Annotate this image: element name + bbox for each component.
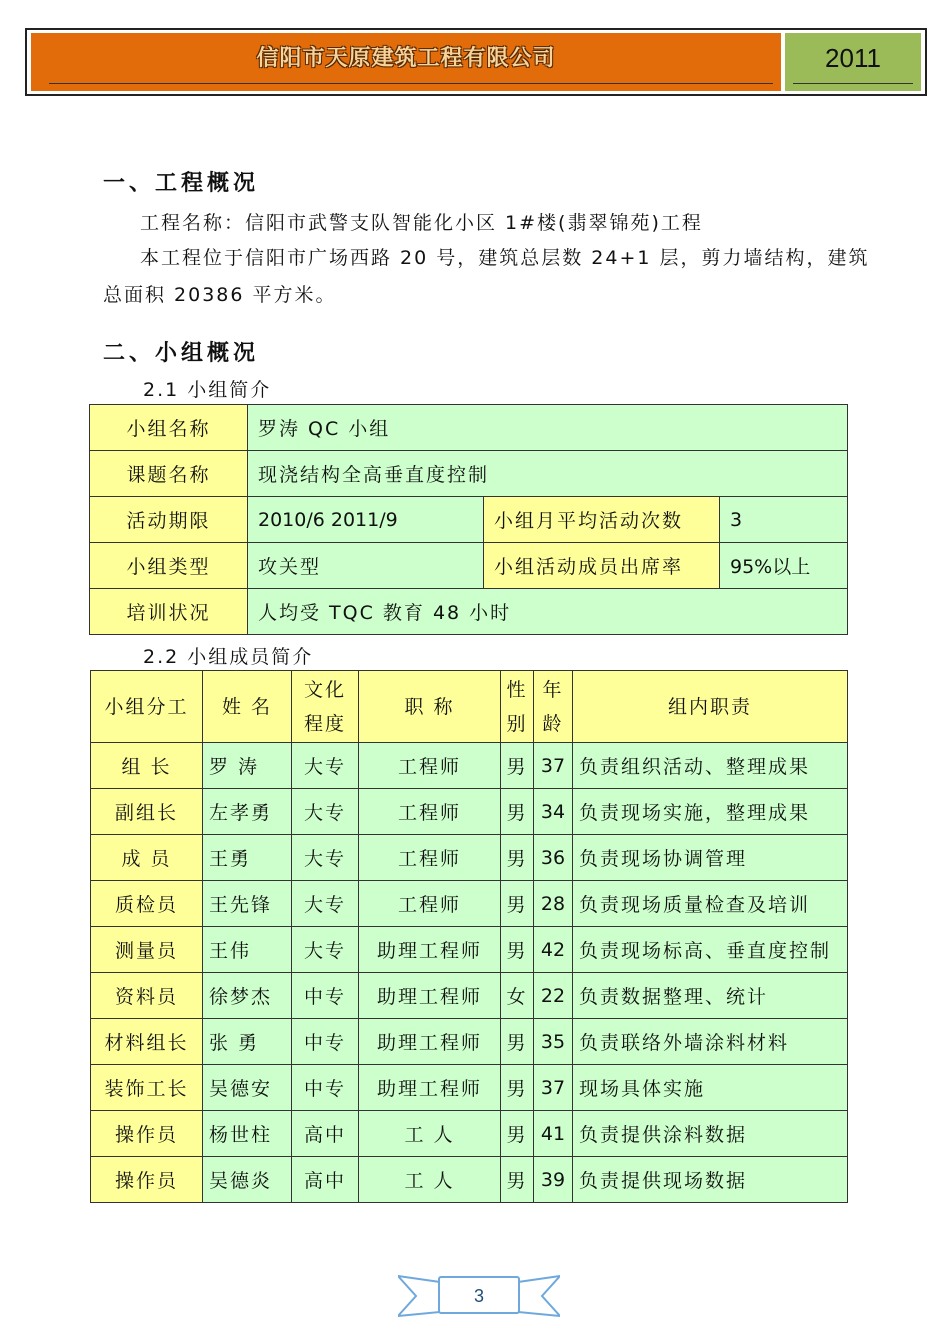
period-label: 活动期限 <box>90 497 248 543</box>
header-age-line1: 年 <box>542 678 564 701</box>
member-title: 工程师 <box>359 835 501 881</box>
member-age: 37 <box>534 743 573 789</box>
training-label: 培训状况 <box>90 589 248 635</box>
member-role: 成 员 <box>91 835 203 881</box>
member-duty: 负责现场实施，整理成果 <box>573 789 848 835</box>
member-title: 助理工程师 <box>359 1019 501 1065</box>
table-row <box>91 835 848 881</box>
header-sex-line1: 性 <box>506 678 528 701</box>
member-education: 大专 <box>292 835 359 881</box>
table-row <box>90 405 848 451</box>
page-number-box <box>438 1276 520 1314</box>
topic-value: 现浇结构全高垂直度控制 <box>248 451 848 497</box>
group-type-label: 小组类型 <box>90 543 248 589</box>
member-education: 中专 <box>292 1019 359 1065</box>
header-duty: 组内职责 <box>573 671 848 743</box>
member-title: 工程师 <box>359 789 501 835</box>
member-title: 助理工程师 <box>359 1065 501 1111</box>
header-sex-line2: 别 <box>506 712 528 735</box>
member-role: 组 长 <box>91 743 203 789</box>
group-name-label: 小组名称 <box>90 405 248 451</box>
frequency-value: 3 <box>720 497 848 543</box>
training-value: 人均受 TQC 教育 48 小时 <box>248 589 848 635</box>
member-title: 助理工程师 <box>359 973 501 1019</box>
header-education-line2: 程度 <box>303 712 346 735</box>
member-title: 工 人 <box>359 1157 501 1203</box>
member-duty: 负责提供现场数据 <box>573 1157 848 1203</box>
header-rule <box>49 83 773 84</box>
member-age: 34 <box>534 789 573 835</box>
header-education <box>292 671 359 743</box>
header-education-line1: 文化 <box>303 678 346 701</box>
header-year: 2011 <box>825 43 881 73</box>
header-name: 姓 名 <box>203 671 292 743</box>
table-row <box>91 743 848 789</box>
member-education: 中专 <box>292 973 359 1019</box>
period-value: 2010/6 2011/9 <box>248 497 484 543</box>
member-sex: 男 <box>501 1111 534 1157</box>
project-name-line: 工程名称：信阳市武警支队智能化小区 1#楼(翡翠锦苑)工程 <box>140 212 703 234</box>
member-sex: 男 <box>501 1019 534 1065</box>
member-role: 操作员 <box>91 1157 203 1203</box>
header-age-line2: 龄 <box>542 712 564 735</box>
member-duty: 现场具体实施 <box>573 1065 848 1111</box>
member-education: 大专 <box>292 927 359 973</box>
group-type-value: 攻关型 <box>248 543 484 589</box>
member-sex: 男 <box>501 835 534 881</box>
page-footer <box>398 1272 560 1320</box>
attendance-value: 95%以上 <box>720 543 848 589</box>
member-name: 吴德炎 <box>203 1157 292 1203</box>
member-role: 质检员 <box>91 881 203 927</box>
table-row <box>91 1157 848 1203</box>
member-title: 工程师 <box>359 881 501 927</box>
member-name: 左孝勇 <box>203 789 292 835</box>
section-heading-group: 二、小组概况 <box>103 341 260 366</box>
members-header-row <box>91 671 848 743</box>
member-role: 副组长 <box>91 789 203 835</box>
page-header <box>25 28 927 96</box>
project-area-line: 总面积 20386 平方米。 <box>103 284 337 306</box>
member-age: 42 <box>534 927 573 973</box>
table-row <box>90 451 848 497</box>
member-education: 大专 <box>292 743 359 789</box>
member-role: 装饰工长 <box>91 1065 203 1111</box>
table-row <box>91 1065 848 1111</box>
header-company-banner <box>31 33 781 91</box>
member-name: 王勇 <box>203 835 292 881</box>
member-age: 39 <box>534 1157 573 1203</box>
member-name: 张 勇 <box>203 1019 292 1065</box>
member-duty: 负责现场质量检查及培训 <box>573 881 848 927</box>
member-age: 35 <box>534 1019 573 1065</box>
subheading-members: 2.2 小组成员简介 <box>143 646 314 668</box>
table-row <box>91 1019 848 1065</box>
subheading-group-intro: 2.1 小组简介 <box>143 379 272 401</box>
header-age <box>534 671 573 743</box>
member-name: 罗 涛 <box>203 743 292 789</box>
member-duty: 负责提供涂料数据 <box>573 1111 848 1157</box>
member-sex: 男 <box>501 1157 534 1203</box>
header-role: 小组分工 <box>91 671 203 743</box>
table-row <box>91 973 848 1019</box>
table-row <box>90 589 848 635</box>
member-role: 测量员 <box>91 927 203 973</box>
member-sex: 男 <box>501 743 534 789</box>
member-age: 28 <box>534 881 573 927</box>
member-education: 中专 <box>292 1065 359 1111</box>
attendance-label: 小组活动成员出席率 <box>484 543 720 589</box>
member-name: 徐梦杰 <box>203 973 292 1019</box>
member-sex: 男 <box>501 1065 534 1111</box>
table-row <box>91 927 848 973</box>
member-education: 高中 <box>292 1111 359 1157</box>
members-body <box>91 743 848 1203</box>
table-row <box>90 543 848 589</box>
member-duty: 负责现场协调管理 <box>573 835 848 881</box>
header-sex <box>501 671 534 743</box>
member-role: 资料员 <box>91 973 203 1019</box>
member-name: 吴德安 <box>203 1065 292 1111</box>
member-education: 大专 <box>292 881 359 927</box>
member-age: 36 <box>534 835 573 881</box>
members-table <box>90 670 848 1203</box>
member-title: 工程师 <box>359 743 501 789</box>
header-title: 职 称 <box>359 671 501 743</box>
frequency-label: 小组月平均活动次数 <box>484 497 720 543</box>
table-row <box>91 789 848 835</box>
member-age: 22 <box>534 973 573 1019</box>
member-education: 大专 <box>292 789 359 835</box>
member-name: 王伟 <box>203 927 292 973</box>
header-rule <box>793 83 913 84</box>
member-sex: 女 <box>501 973 534 1019</box>
section-heading-project: 一、工程概况 <box>103 171 260 196</box>
table-row <box>91 881 848 927</box>
member-duty: 负责联络外墙涂料材料 <box>573 1019 848 1065</box>
member-name: 杨世柱 <box>203 1111 292 1157</box>
member-role: 操作员 <box>91 1111 203 1157</box>
page-number: 3 <box>473 1286 484 1306</box>
member-role: 材料组长 <box>91 1019 203 1065</box>
header-year-banner <box>785 33 921 91</box>
member-sex: 男 <box>501 881 534 927</box>
group-info-table <box>89 404 848 635</box>
topic-label: 课题名称 <box>90 451 248 497</box>
member-duty: 负责数据整理、统计 <box>573 973 848 1019</box>
member-name: 王先锋 <box>203 881 292 927</box>
member-duty: 负责现场标高、垂直度控制 <box>573 927 848 973</box>
table-row <box>91 1111 848 1157</box>
member-education: 高中 <box>292 1157 359 1203</box>
project-desc-line: 本工程位于信阳市广场西路 20 号，建筑总层数 24+1 层，剪力墙结构，建筑 <box>140 247 870 269</box>
member-sex: 男 <box>501 927 534 973</box>
member-duty: 负责组织活动、整理成果 <box>573 743 848 789</box>
company-name: 信阳市天原建筑工程有限公司 <box>256 46 556 71</box>
group-name-value: 罗涛 QC 小组 <box>248 405 848 451</box>
member-age: 41 <box>534 1111 573 1157</box>
member-title: 工 人 <box>359 1111 501 1157</box>
member-title: 助理工程师 <box>359 927 501 973</box>
member-sex: 男 <box>501 789 534 835</box>
member-age: 37 <box>534 1065 573 1111</box>
table-row <box>90 497 848 543</box>
